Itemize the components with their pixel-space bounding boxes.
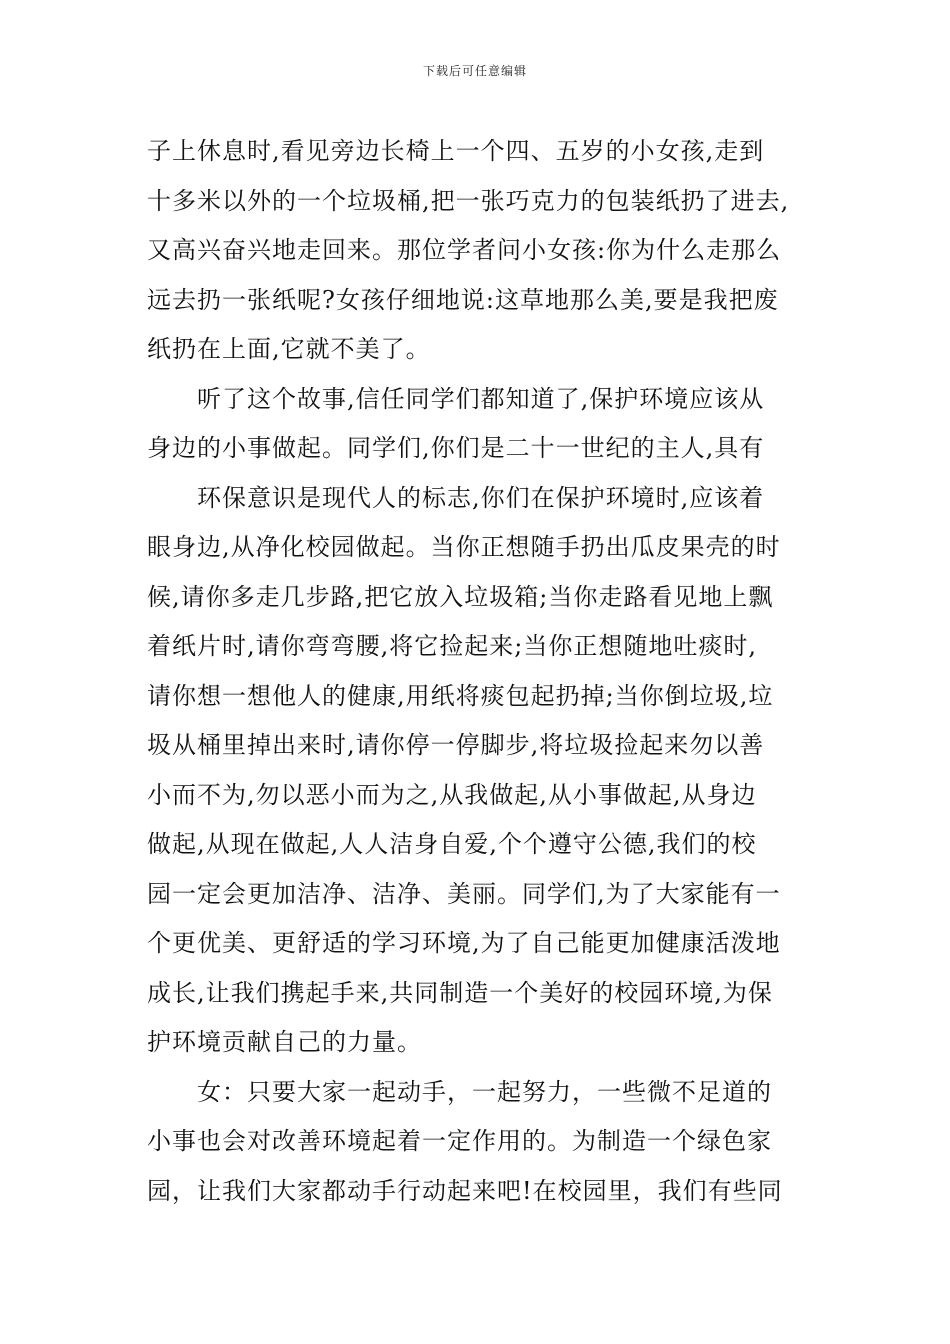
text-line: 十多米以外的一个垃圾桶,把一张巧克力的包装纸扔了进去, — [147, 186, 790, 215]
text-line: 候,请你多走几步路,把它放入垃圾箱;当你走路看见地上飘 — [147, 582, 774, 611]
text-line: 子上休息时,看见旁边长椅上一个四、五岁的小女孩,走到 — [147, 137, 765, 165]
text-line: 请你想一想他人的健康,用纸将痰包起扔掉;当你倒垃圾,垃 — [147, 681, 774, 710]
text-line: 着纸片时,请你弯弯腰,将它捡起来;当你正想随地吐痰时, — [147, 632, 757, 660]
text-line: 做起,从现在做起,人人洁身自爱,个个遵守公德,我们的校 — [147, 830, 757, 858]
text-line: 小而不为,勿以恶小而为之,从我做起,从小事做起,从身边 — [147, 780, 757, 809]
text-line: 园，让我们大家都动手行动起来吧!在校园里，我们有些同 — [147, 1176, 783, 1205]
text-line: 圾从桶里掉出来时,请你停一停脚步,将垃圾捡起来勿以善 — [147, 731, 765, 759]
text-line: 身边的小事做起。同学们,你们是二十一世纪的主人,具有 — [147, 434, 765, 462]
text-line: 远去扔一张纸呢?女孩仔细地说:这草地那么美,要是我把废 — [147, 285, 779, 314]
text-line: 环保意识是现代人的标志,你们在保护环境时,应该着 — [197, 483, 765, 512]
text-line: 护环境贡献自己的力量。 — [147, 1028, 422, 1056]
text-line: 女：只要大家一起动手，一起努力，一些微不足道的 — [197, 1077, 772, 1106]
text-line: 纸扔在上面,它就不美了。 — [147, 335, 431, 363]
text-line: 又高兴奋兴地走回来。那位学者问小女孩:你为什么走那么 — [147, 236, 782, 264]
text-line: 成长,让我们携起手来,共同制造一个美好的校园环境,为保 — [147, 978, 773, 1007]
text-line: 听了这个故事,信任同学们都知道了,保护环境应该从 — [197, 384, 765, 413]
document-body — [147, 127, 811, 1216]
text-line: 小事也会对改善环境起着一定作用的。为制造一个绿色家 — [147, 1127, 772, 1155]
page-header: 下载后可任意编辑 — [422, 64, 527, 78]
text-line: 园一定会更加洁净、洁净、美丽。同学们,为了大家能有一 — [147, 879, 781, 908]
text-line: 眼身边,从净化校园做起。当你正想随手扔出瓜皮果壳的时 — [147, 533, 781, 561]
text-line: 个更优美、更舒适的学习环境,为了自己能更加健康活泼地 — [147, 929, 781, 957]
